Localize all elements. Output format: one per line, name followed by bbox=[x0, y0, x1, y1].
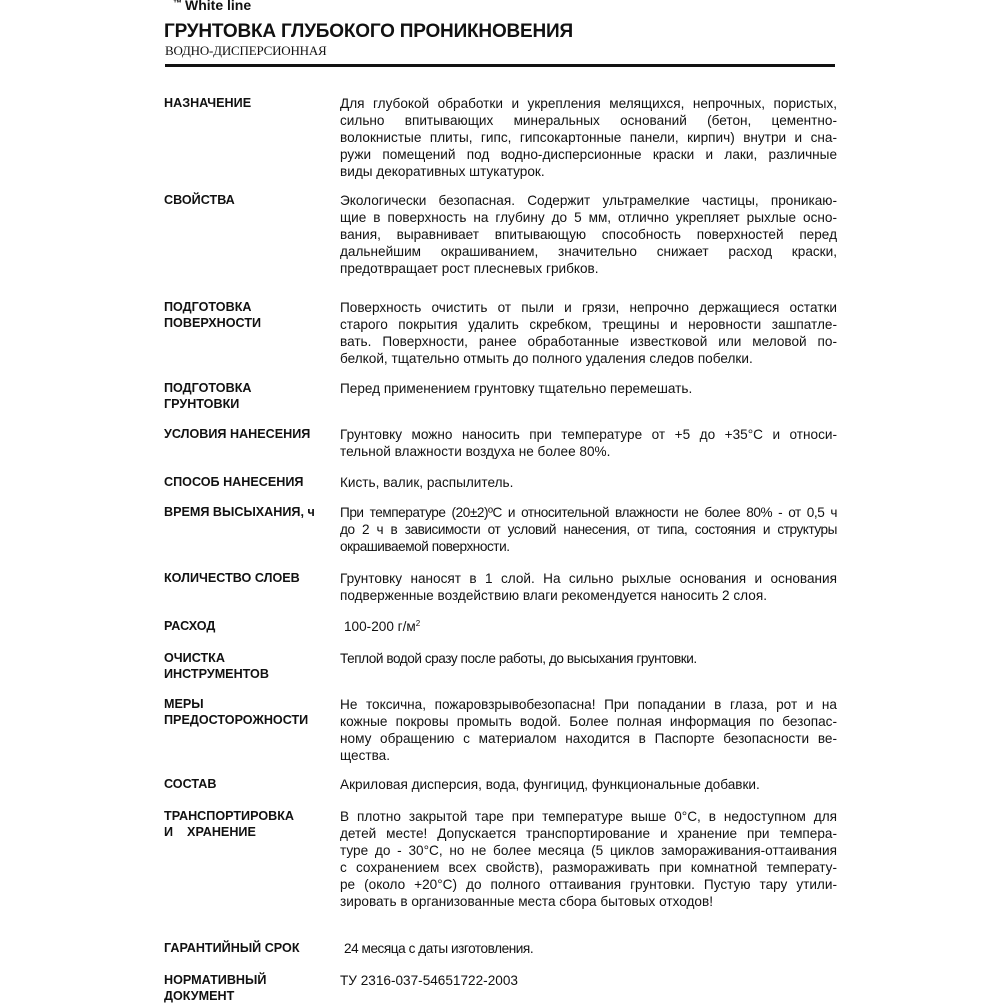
text-line: Перед применением грунтовку тщательно перемешать. bbox=[340, 381, 693, 396]
section-label bbox=[164, 808, 334, 840]
text-line: белкой, тщательно отмыть до полного удаления следов побелки. bbox=[340, 351, 753, 366]
section-label bbox=[164, 474, 334, 490]
text-line: Акриловая дисперсия, вода, фунгицид, функциональные добавки. bbox=[340, 777, 760, 792]
label-line: ГАРАНТИЙНЫЙ СРОК bbox=[164, 941, 300, 955]
label-line: УСЛОВИЯ НАНЕСЕНИЯ bbox=[164, 427, 311, 441]
text-line: Поверхность очистить от пыли и грязи, непрочно держащиеся остатки bbox=[340, 300, 837, 315]
section-text bbox=[340, 972, 837, 989]
text-line: старого покрытия удалить скребком, трещины и неровности зашпатле- bbox=[340, 317, 837, 332]
section-text bbox=[340, 192, 837, 277]
label-line: СВОЙСТВА bbox=[164, 193, 235, 207]
text-line: сильно впитывающих минеральных оснований (бетон, цементно- bbox=[340, 113, 837, 128]
text-line: ному обращению с материалом находится в Паспорте безопасности ве- bbox=[340, 731, 837, 746]
text-line: окрашиваемой поверхности. bbox=[340, 539, 510, 554]
text-line: с сохранением всех свойств), размораживать при комнатной температу- bbox=[340, 860, 837, 875]
text-line: ре (около +20°С) до полного оттаивания грунтовки. Пустую тару утили- bbox=[340, 877, 837, 892]
label-line: НОРМАТИВНЫЙ bbox=[164, 973, 267, 987]
text-line: подверженные воздействию влаги рекомендуется наносить 2 слоя. bbox=[340, 588, 767, 603]
text-line: детей месте! Допускается транспортирование и хранение при темпера- bbox=[340, 826, 837, 841]
text-line: ружи помещений под водно-дисперсионные краски и лаки, различные bbox=[340, 147, 837, 162]
text-line bbox=[344, 618, 841, 635]
section-text bbox=[340, 650, 837, 667]
text-line: щества. bbox=[340, 748, 391, 763]
section-label bbox=[164, 426, 334, 442]
text-line: Не токсична, пожаровзрывобезопасна! При попадании в глаза, рот и на bbox=[340, 697, 837, 712]
label-line: ДОКУМЕНТ bbox=[164, 989, 235, 1003]
text-line: кожные покровы промыть водой. Более полная информация по безопас- bbox=[340, 714, 837, 729]
label-line: СПОСОБ НАНЕСЕНИЯ bbox=[164, 475, 304, 489]
section-text bbox=[340, 570, 837, 604]
text-line: При температуре (20±2)ºС и относительной влажности не более 80% - от 0,5 ч bbox=[340, 505, 837, 520]
label-line: СОСТАВ bbox=[164, 777, 217, 791]
header-divider bbox=[165, 64, 835, 67]
brand-line bbox=[173, 0, 251, 13]
text-line: Кисть, валик, распылитель. bbox=[340, 475, 514, 490]
section-label bbox=[164, 380, 334, 412]
label-line: ИНСТРУМЕНТОВ bbox=[164, 667, 269, 681]
label-line: ТРАНСПОРТИРОВКА bbox=[164, 809, 295, 823]
text-line: туре до - 30°С, но не более месяца (5 циклов замораживания-оттаивания bbox=[340, 843, 837, 858]
text-line: виды декоративных штукатурок. bbox=[340, 164, 545, 179]
section-label bbox=[164, 972, 334, 1004]
text-line: зировать в организованные места сбора бытовых отходов! bbox=[340, 894, 713, 909]
text-line: ТУ 2316-037-54651722-2003 bbox=[340, 973, 518, 988]
text-line: вать. Поверхности, ранее обработанные известковой или меловой по- bbox=[340, 334, 837, 349]
document-subtitle: ВОДНО-ДИСПЕРСИОННАЯ bbox=[165, 43, 327, 58]
consumption-value: 100-200 г/м bbox=[344, 619, 416, 634]
text-line: щие в поверхность на глубину до 5 мм, отлично укрепляет рыхлые осно- bbox=[340, 210, 837, 225]
text-line: дальнейшим окрашиванием, значительно снижает расход краски, bbox=[340, 244, 837, 259]
section-label bbox=[164, 940, 334, 956]
brand-name: White line bbox=[185, 0, 252, 13]
label-line: ПОВЕРХНОСТИ bbox=[164, 316, 262, 330]
section-text bbox=[340, 808, 837, 910]
label-line: РАСХОД bbox=[164, 619, 216, 633]
section-label bbox=[164, 504, 334, 520]
consumption-unit-exponent: 2 bbox=[415, 619, 421, 628]
text-line: предотвращает рост плесневых грибков. bbox=[340, 261, 599, 276]
label-line: МЕРЫ bbox=[164, 697, 204, 711]
text-line: тельной влажности воздуха не более 80%. bbox=[340, 444, 611, 459]
label-line: ОЧИСТКА bbox=[164, 651, 225, 665]
section-label bbox=[164, 618, 334, 634]
section-text bbox=[340, 504, 837, 555]
document-title: ГРУНТОВКА ГЛУБОКОГО ПРОНИКНОВЕНИЯ bbox=[164, 21, 573, 42]
label-line: ПОДГОТОВКА bbox=[164, 300, 252, 314]
section-text bbox=[340, 776, 837, 793]
text-line: Для глубокой обработки и укрепления мелящихся, непрочных, пористых, bbox=[340, 96, 837, 111]
text-line: Экологически безопасная. Содержит ультрамелкие частицы, проникаю- bbox=[340, 193, 837, 208]
section-text bbox=[344, 940, 841, 957]
section-label bbox=[164, 570, 334, 586]
section-text bbox=[340, 299, 837, 367]
label-line: ГРУНТОВКИ bbox=[164, 397, 240, 411]
section-text bbox=[340, 696, 837, 764]
section-label bbox=[164, 95, 334, 111]
text-line: В плотно закрытой таре при температуре выше 0°С, в недоступном для bbox=[340, 809, 837, 824]
label-line: ПОДГОТОВКА bbox=[164, 381, 252, 395]
section-text bbox=[340, 426, 837, 460]
trademark-mark: ™ bbox=[173, 0, 182, 8]
text-line: Грунтовку можно наносить при температуре от +5 до +35°С и относи- bbox=[340, 427, 837, 442]
section-label bbox=[164, 650, 334, 682]
section-text bbox=[340, 380, 837, 397]
section-label bbox=[164, 192, 334, 208]
section-text bbox=[340, 474, 837, 491]
label-line: ВРЕМЯ ВЫСЫХАНИЯ, ч bbox=[164, 505, 315, 519]
section-label bbox=[164, 299, 334, 331]
section-text bbox=[344, 618, 841, 635]
text-line: Теплой водой сразу после работы, до высыхания грунтовки. bbox=[340, 651, 697, 666]
label-line: КОЛИЧЕСТВО СЛОЕВ bbox=[164, 571, 300, 585]
text-line: волокнистые плиты, гипс, гипсокартонные панели, кирпич) внутри и сна- bbox=[340, 130, 837, 145]
text-line: до 2 ч в зависимости от условий нанесения, от типа, состояния и структуры bbox=[340, 522, 837, 537]
text-line: 24 месяца с даты изготовления. bbox=[344, 941, 534, 956]
label-line: ПРЕДОСТОРОЖНОСТИ bbox=[164, 713, 309, 727]
section-label bbox=[164, 696, 334, 728]
section-text bbox=[340, 95, 837, 180]
section-label bbox=[164, 776, 334, 792]
text-line: вания, выравнивает впитывающую способность поверхностей перед bbox=[340, 227, 837, 242]
text-line: Грунтовку наносят в 1 слой. На сильно рыхлые основания и основания bbox=[340, 571, 837, 586]
label-line: НАЗНАЧЕНИЕ bbox=[164, 96, 252, 110]
label-line: И ХРАНЕНИЕ bbox=[164, 825, 256, 839]
